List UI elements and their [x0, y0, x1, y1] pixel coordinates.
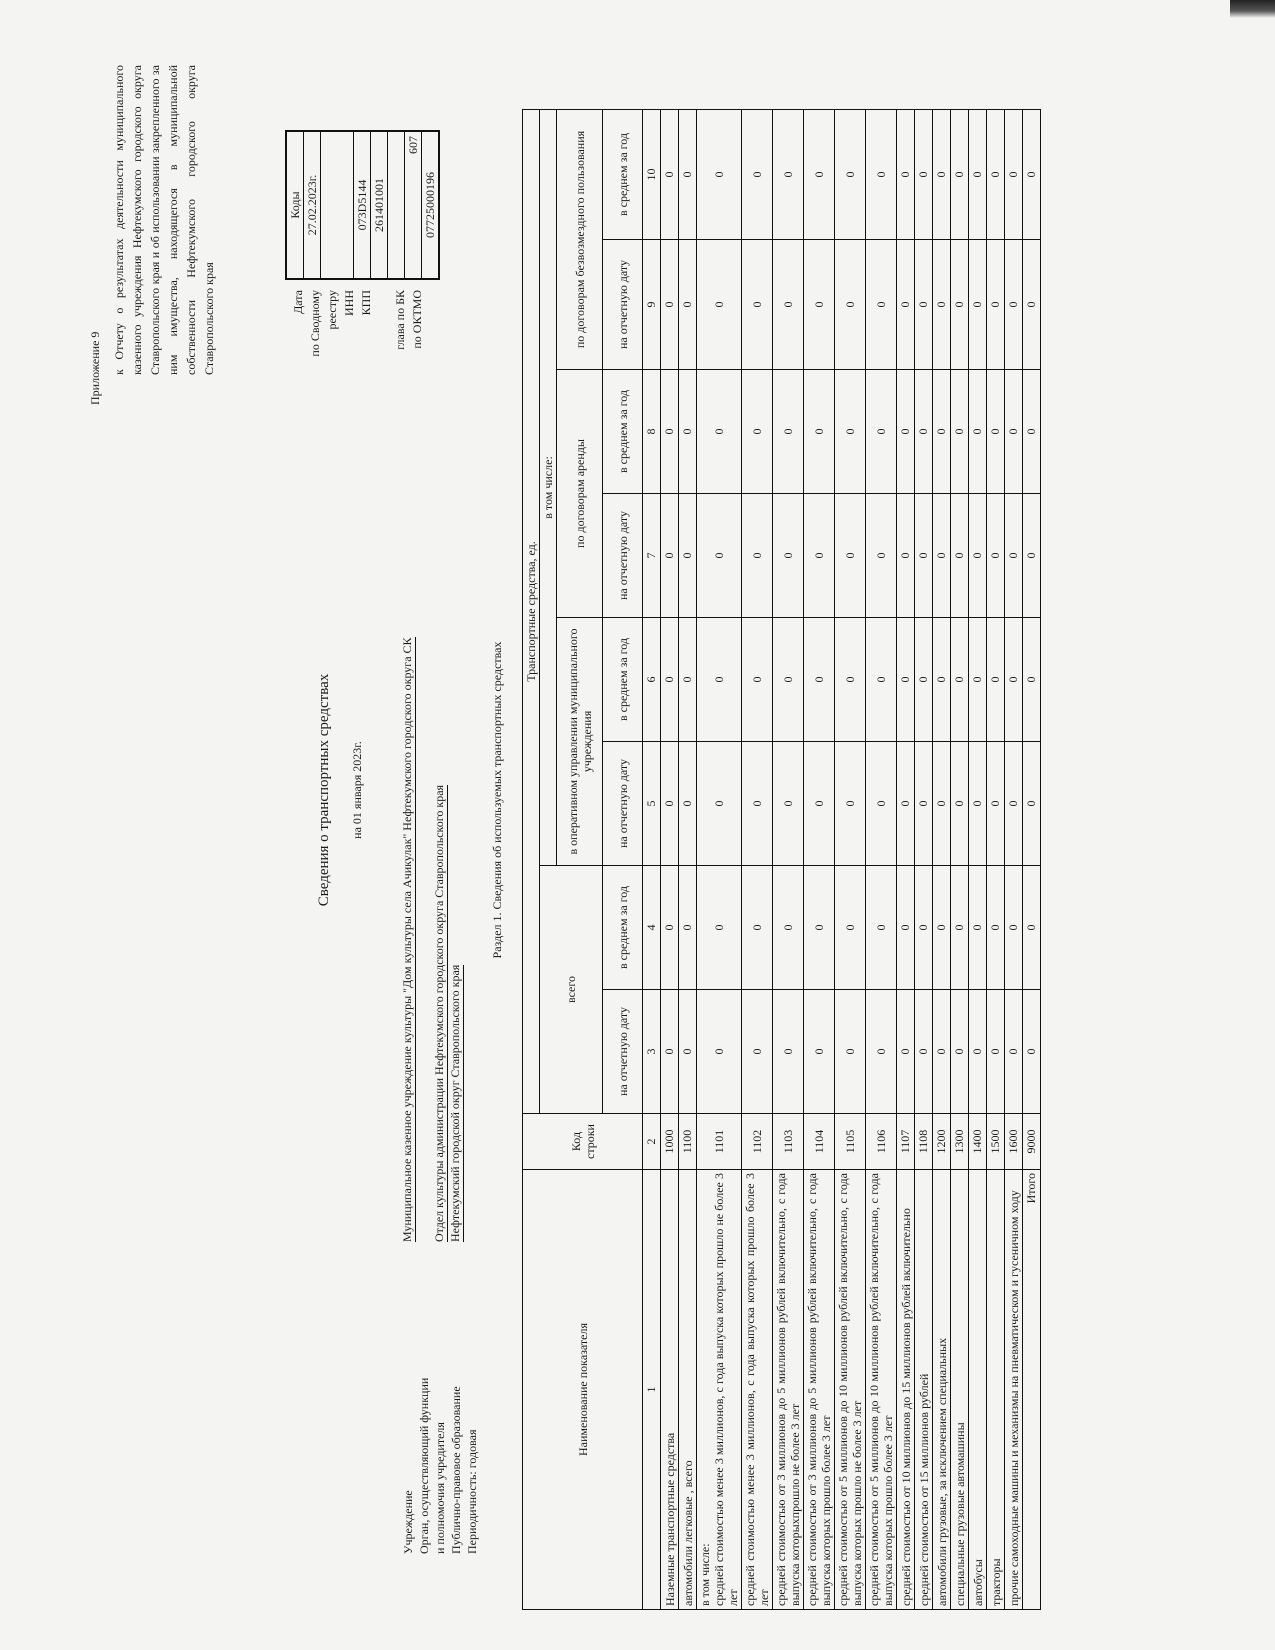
- row-value: 0: [915, 109, 933, 239]
- org-row: [464, 374, 480, 1554]
- row-value: 0: [933, 494, 951, 618]
- codes-label: по Сводному: [308, 290, 322, 357]
- codes-label: Дата: [291, 290, 305, 314]
- row-value: 0: [679, 618, 697, 742]
- row-value: 0: [969, 866, 987, 990]
- row-value: 0: [897, 742, 915, 866]
- column-number: 7: [643, 494, 661, 618]
- code-inn: 073D5144: [354, 131, 371, 279]
- document-title: Сведения о транспортных средствах: [316, 673, 332, 907]
- row-value: 0: [897, 494, 915, 618]
- row-value: 0: [804, 618, 835, 742]
- row-value: 0: [866, 990, 897, 1114]
- row-name: средней стоимостью от 15 миллионов рублей: [915, 1170, 933, 1610]
- org-label: Периодичность: годовая: [465, 1429, 479, 1554]
- table-row: [951, 109, 969, 1609]
- section-title: Раздел 1. Сведения об используемых транспортных средствах: [490, 641, 504, 959]
- row-code: 1600: [1005, 1114, 1023, 1170]
- row-name: средней стоимостью от 5 миллионов до 10 миллионов рублей включительно, с года выпуска которых прошло не более 3 лет: [835, 1170, 866, 1610]
- row-value: 0: [697, 618, 742, 742]
- header-including: в том числе:: [540, 109, 557, 865]
- code-registry: [321, 131, 354, 279]
- row-value: 0: [742, 742, 773, 866]
- code-empty: [388, 131, 405, 279]
- row-value: 0: [866, 109, 897, 239]
- row-value: 0: [915, 742, 933, 866]
- column-number: 5: [643, 742, 661, 866]
- row-name: средней стоимостью от 3 миллионов до 5 миллионов рублей включительно, с года выпуска которыхпрошло не более 3 лет: [773, 1170, 804, 1610]
- row-value: 0: [1005, 240, 1023, 370]
- row-value: 0: [933, 866, 951, 990]
- row-value: 0: [773, 240, 804, 370]
- column-number: 9: [643, 240, 661, 370]
- codes-label: реестру: [325, 290, 339, 330]
- total-value: 0: [1023, 109, 1041, 239]
- header-free-use: по договорам безвозмездного пользования: [557, 109, 603, 369]
- table-body: [643, 109, 1041, 1609]
- row-value: 0: [897, 370, 915, 494]
- row-name: автомобили грузовые, за исключением специальных: [933, 1170, 951, 1610]
- table-row: [697, 109, 742, 1609]
- row-value: 0: [866, 618, 897, 742]
- row-value: 0: [773, 370, 804, 494]
- row-code: 1106: [866, 1114, 897, 1170]
- row-value: 0: [679, 990, 697, 1114]
- row-code: 1400: [969, 1114, 987, 1170]
- code-kpp: 261401001: [371, 131, 388, 279]
- row-code: 1500: [987, 1114, 1005, 1170]
- header-on-date: на отчетную дату: [603, 240, 643, 370]
- row-value: 0: [742, 866, 773, 990]
- total-row: [1023, 109, 1041, 1609]
- column-number: 10: [643, 109, 661, 239]
- row-name: специальные грузовые автомашины: [951, 1170, 969, 1610]
- row-value: 0: [866, 742, 897, 866]
- total-value: 0: [1023, 240, 1041, 370]
- header-transport: Транспортные средства, ед.: [523, 109, 540, 1113]
- total-code: 9000: [1023, 1114, 1041, 1170]
- total-label: Итого: [1023, 1170, 1041, 1610]
- row-value: 0: [915, 618, 933, 742]
- row-value: 0: [835, 109, 866, 239]
- row-value: 0: [697, 742, 742, 866]
- row-code: 1100: [679, 1114, 697, 1170]
- row-value: 0: [742, 618, 773, 742]
- row-code: 1200: [933, 1114, 951, 1170]
- row-value: 0: [969, 109, 987, 239]
- org-label: и полномочия учредителя: [433, 1422, 447, 1554]
- row-value: 0: [697, 370, 742, 494]
- row-value: 0: [661, 109, 679, 239]
- row-value: 0: [835, 240, 866, 370]
- row-value: 0: [951, 109, 969, 239]
- row-value: 0: [969, 370, 987, 494]
- document-subtitle: на 01 января 2023г.: [350, 741, 364, 839]
- row-value: 0: [661, 866, 679, 990]
- row-value: 0: [951, 370, 969, 494]
- header-avg: в среднем за год: [603, 866, 643, 990]
- row-value: 0: [933, 370, 951, 494]
- row-value: 0: [697, 109, 742, 239]
- header-total: всего: [540, 866, 603, 1114]
- row-value: 0: [915, 494, 933, 618]
- row-value: 0: [897, 618, 915, 742]
- appendix-title: Приложение 9: [88, 331, 102, 405]
- row-value: 0: [933, 742, 951, 866]
- row-value: 0: [915, 240, 933, 370]
- row-value: 0: [661, 990, 679, 1114]
- row-value: 0: [835, 866, 866, 990]
- column-number: 4: [643, 866, 661, 990]
- row-value: 0: [933, 990, 951, 1114]
- row-value: 0: [742, 240, 773, 370]
- row-value: 0: [661, 742, 679, 866]
- row-name: тракторы: [987, 1170, 1005, 1610]
- row-value: 0: [804, 240, 835, 370]
- row-value: 0: [897, 109, 915, 239]
- row-value: 0: [1005, 742, 1023, 866]
- org-value-institution: Муниципальное казенное учреждение культуры "Дом культуры села Ачикулак" Нефтекумского городского округа СК: [400, 637, 414, 1242]
- column-number: 3: [643, 990, 661, 1114]
- row-name: Наземные транспортные средства: [661, 1170, 679, 1610]
- header-lease: по договорам аренды: [557, 370, 603, 618]
- table-row: [661, 109, 679, 1609]
- header-on-date: на отчетную дату: [603, 494, 643, 618]
- codes-header: Коды: [286, 131, 304, 279]
- codes-box: [285, 130, 440, 280]
- row-code: 1107: [897, 1114, 915, 1170]
- row-value: 0: [804, 109, 835, 239]
- row-value: 0: [773, 618, 804, 742]
- row-value: 0: [697, 990, 742, 1114]
- header-avg: в среднем за год: [603, 109, 643, 239]
- row-value: 0: [773, 990, 804, 1114]
- row-value: 0: [679, 370, 697, 494]
- total-value: 0: [1023, 618, 1041, 742]
- row-code: 1103: [773, 1114, 804, 1170]
- row-value: 0: [697, 240, 742, 370]
- row-value: 0: [987, 866, 1005, 990]
- row-value: 0: [1005, 370, 1023, 494]
- org-row: [448, 374, 464, 1554]
- row-value: 0: [987, 618, 1005, 742]
- column-number: 6: [643, 618, 661, 742]
- total-value: 0: [1023, 494, 1041, 618]
- row-value: 0: [897, 240, 915, 370]
- row-value: 0: [951, 240, 969, 370]
- column-number: 2: [643, 1114, 661, 1170]
- org-label: Учреждение: [401, 1490, 415, 1554]
- org-row: [416, 374, 432, 1554]
- row-value: 0: [742, 109, 773, 239]
- row-value: 0: [773, 494, 804, 618]
- row-value: 0: [697, 866, 742, 990]
- table-row: [773, 109, 804, 1609]
- row-value: 0: [951, 866, 969, 990]
- codes-label: по ОКТМО: [410, 290, 424, 349]
- row-value: 0: [951, 742, 969, 866]
- row-code: 1300: [951, 1114, 969, 1170]
- row-value: 0: [987, 370, 1005, 494]
- row-value: 0: [987, 240, 1005, 370]
- org-row: [400, 374, 416, 1554]
- appendix-text: к Отчету о результатах деятельности муниципального казенного учреждения Нефтекумского городского округа Ставропольского края и об использовании закрепленного за ним имущества, находящегося в муниципальной собственности Нефтекумского городского округа Ставропольского края: [112, 65, 216, 375]
- total-value: 0: [1023, 990, 1041, 1114]
- row-value: 0: [679, 494, 697, 618]
- code-bk: 607: [405, 131, 422, 279]
- row-value: 0: [897, 866, 915, 990]
- row-value: 0: [969, 240, 987, 370]
- row-value: 0: [742, 990, 773, 1114]
- row-code: 1000: [661, 1114, 679, 1170]
- table-row: [897, 109, 915, 1609]
- row-value: 0: [679, 109, 697, 239]
- row-name: автобусы: [969, 1170, 987, 1610]
- row-value: 0: [987, 990, 1005, 1114]
- org-label: Публично-правовое образование: [449, 1386, 463, 1554]
- row-value: 0: [951, 990, 969, 1114]
- transport-table: [522, 109, 1041, 1610]
- row-value: 0: [804, 494, 835, 618]
- row-value: 0: [969, 494, 987, 618]
- total-value: 0: [1023, 866, 1041, 990]
- code-oktmo: 07725000196: [422, 131, 440, 279]
- row-value: 0: [661, 370, 679, 494]
- row-value: 0: [835, 742, 866, 866]
- row-value: 0: [773, 742, 804, 866]
- org-info: [400, 374, 480, 1554]
- row-value: 0: [866, 866, 897, 990]
- table-row: [835, 109, 866, 1609]
- codes-label: [375, 290, 392, 460]
- row-value: 0: [679, 240, 697, 370]
- row-name: автомобили легковые , всего: [679, 1170, 697, 1610]
- row-value: 0: [773, 866, 804, 990]
- table-row: [742, 109, 773, 1609]
- row-name: средней стоимостью от 3 миллионов до 5 миллионов рублей включительно, с года выпуска которых прошло более 3 лет: [804, 1170, 835, 1610]
- table-row: [1005, 109, 1023, 1609]
- row-value: 0: [933, 618, 951, 742]
- row-value: 0: [661, 618, 679, 742]
- row-value: 0: [742, 370, 773, 494]
- org-value-municipality: Нефтекумский городской округ Ставропольского края: [448, 964, 462, 1242]
- row-value: 0: [933, 240, 951, 370]
- header-code: Код строки: [523, 1114, 643, 1170]
- row-value: 0: [661, 494, 679, 618]
- total-value: 0: [1023, 370, 1041, 494]
- row-value: 0: [915, 990, 933, 1114]
- header-operative: в оперативном управлении муниципального учреждения: [557, 618, 603, 866]
- table-row: [969, 109, 987, 1609]
- org-value-founder: Отдел культуры администрации Нефтекумского городского округа Ставропольского края: [432, 784, 446, 1242]
- row-value: 0: [987, 494, 1005, 618]
- row-name: средней стоимостью от 10 миллионов до 15 миллионов рублей включительно: [897, 1170, 915, 1610]
- code-date: 27.02.2023г.: [304, 131, 321, 279]
- row-code: 1108: [915, 1114, 933, 1170]
- header-avg: в среднем за год: [603, 370, 643, 494]
- row-value: 0: [987, 109, 1005, 239]
- row-name: прочие самоходные машины и механизмы на пневматическом и гусеничном ходу: [1005, 1170, 1023, 1610]
- table-row: [987, 109, 1005, 1609]
- table-row: [915, 109, 933, 1609]
- org-row: [432, 374, 448, 1554]
- row-value: 0: [1005, 990, 1023, 1114]
- row-value: 0: [969, 990, 987, 1114]
- row-value: 0: [866, 240, 897, 370]
- table-row: [679, 109, 697, 1609]
- row-code: 1102: [742, 1114, 773, 1170]
- column-number: 8: [643, 370, 661, 494]
- row-value: 0: [835, 494, 866, 618]
- row-value: 0: [987, 742, 1005, 866]
- row-value: 0: [697, 494, 742, 618]
- row-value: 0: [969, 618, 987, 742]
- codes-label: глава по БК: [393, 290, 407, 350]
- row-value: 0: [835, 990, 866, 1114]
- row-name: средней стоимостью менее 3 миллионов, с года выпуска которых прошло более 3 лет: [742, 1170, 773, 1610]
- row-value: 0: [835, 370, 866, 494]
- table-row: [804, 109, 835, 1609]
- table-row: [933, 109, 951, 1609]
- header-on-date: на отчетную дату: [603, 742, 643, 866]
- total-value: 0: [1023, 742, 1041, 866]
- header-on-date: на отчетную дату: [603, 990, 643, 1114]
- table-row: [866, 109, 897, 1609]
- codes-label: ИНН: [342, 290, 356, 316]
- row-name: в том числе: средней стоимостью менее 3 миллионов, с года выпуска которых прошло не более 3 лет: [697, 1170, 742, 1610]
- header-name: Наименование показателя: [523, 1170, 643, 1610]
- row-value: 0: [866, 494, 897, 618]
- codes-label: КПП: [359, 290, 373, 316]
- row-value: 0: [679, 866, 697, 990]
- row-name: средней стоимостью от 5 миллионов до 10 миллионов рублей включительно, с года выпуска которых прошло более 3 лет: [866, 1170, 897, 1610]
- row-value: 0: [835, 618, 866, 742]
- row-value: 0: [679, 742, 697, 866]
- row-code: 1104: [804, 1114, 835, 1170]
- row-value: 0: [804, 866, 835, 990]
- row-value: 0: [742, 494, 773, 618]
- row-value: 0: [951, 494, 969, 618]
- row-value: 0: [1005, 109, 1023, 239]
- row-value: 0: [1005, 494, 1023, 618]
- row-value: 0: [915, 866, 933, 990]
- row-code: 1105: [835, 1114, 866, 1170]
- row-value: 0: [773, 109, 804, 239]
- row-value: 0: [897, 990, 915, 1114]
- row-value: 0: [804, 990, 835, 1114]
- row-value: 0: [1005, 618, 1023, 742]
- row-value: 0: [933, 109, 951, 239]
- column-number: 1: [643, 1170, 661, 1610]
- row-value: 0: [1005, 866, 1023, 990]
- row-value: 0: [661, 240, 679, 370]
- row-value: 0: [804, 742, 835, 866]
- row-code: 1101: [697, 1114, 742, 1170]
- row-value: 0: [915, 370, 933, 494]
- row-value: 0: [951, 618, 969, 742]
- column-number-row: [643, 109, 661, 1609]
- org-label: Орган, осуществляющий функции: [417, 1377, 431, 1554]
- row-value: 0: [804, 370, 835, 494]
- header-avg: в среднем за год: [603, 618, 643, 742]
- row-value: 0: [866, 370, 897, 494]
- row-value: 0: [969, 742, 987, 866]
